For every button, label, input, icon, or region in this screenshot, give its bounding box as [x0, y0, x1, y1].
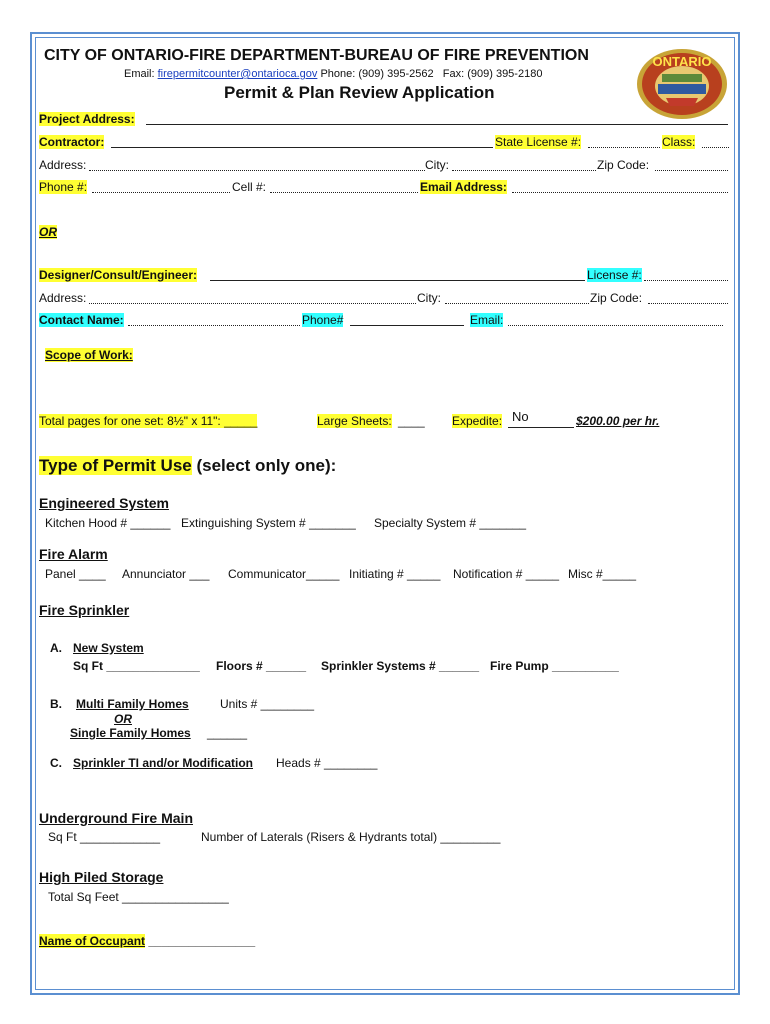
total-sqft-field[interactable]: Total Sq Feet ________________	[48, 890, 229, 904]
designer-address-label: Address:	[39, 291, 87, 305]
city-label: City:	[425, 158, 449, 172]
email-link[interactable]: firepermitcounter@ontarioca.gov	[157, 68, 318, 80]
permit-type-heading-highlight: Type of Permit Use	[39, 456, 192, 475]
designer-license-label: License #:	[587, 268, 642, 282]
laterals-field[interactable]: Number of Laterals (Risers & Hydrants total) _________	[201, 830, 501, 844]
page-border-inner	[35, 37, 735, 990]
option-c-letter: C.	[50, 756, 62, 770]
contractor-label: Contractor:	[39, 135, 105, 149]
cell-label: Cell #:	[232, 180, 267, 194]
total-pages-label	[39, 414, 257, 428]
multi-family-label: Multi Family Homes	[76, 697, 189, 711]
designer-label: Designer/Consult/Engineer:	[39, 268, 198, 282]
address-field[interactable]	[89, 170, 425, 171]
option-a-letter: A.	[50, 641, 62, 655]
option-b-or-label: OR	[114, 712, 132, 726]
panel-field[interactable]: Panel ____	[45, 567, 106, 581]
expedite-value[interactable]: No	[512, 409, 529, 424]
expedite-underline	[508, 427, 574, 428]
svg-text:ONTARIO: ONTARIO	[652, 54, 712, 69]
designer-address-field[interactable]	[89, 303, 416, 304]
state-license-field[interactable]	[588, 147, 660, 148]
floors-field[interactable]: Floors # ______	[216, 659, 307, 673]
underground-sqft-field[interactable]: Sq Ft ____________	[48, 830, 161, 844]
expedite-rate: $200.00 per hr.	[576, 414, 660, 428]
contact-line	[124, 68, 542, 80]
project-address-label: Project Address:	[39, 112, 135, 126]
fire-sprinkler-heading: Fire Sprinkler	[39, 602, 130, 618]
units-field[interactable]: Units # ________	[220, 697, 315, 711]
email-address-field[interactable]	[512, 192, 728, 193]
class-label: Class:	[662, 135, 696, 149]
misc-field[interactable]: Misc #_____	[568, 567, 637, 581]
fire-department-seal-icon	[636, 48, 728, 120]
underground-heading: Underground Fire Main	[39, 810, 193, 826]
form-subtitle: Permit & Plan Review Application	[224, 83, 495, 102]
occupant-label: Name of Occupant	[39, 934, 146, 948]
designer-city-label: City:	[417, 291, 441, 305]
class-field[interactable]	[702, 147, 729, 148]
communicator-field[interactable]: Communicator_____	[228, 567, 340, 581]
email-label: Email:	[124, 68, 155, 80]
letter-size-text: 8½" x 11": _____	[167, 414, 258, 428]
fax-text: Fax: (909) 395-2180	[442, 68, 543, 80]
email-address-label: Email Address:	[420, 180, 507, 194]
designer-zip-label: Zip Code:	[590, 291, 643, 305]
total-pages-text: Total pages for one set:	[39, 414, 164, 428]
expedite-label: Expedite:	[452, 414, 503, 428]
fire-pump-field[interactable]: Fire Pump __________	[490, 659, 619, 673]
designer-phone-label: Phone#	[302, 313, 344, 327]
large-sheets-field[interactable]: ____	[398, 414, 425, 428]
extinguishing-system-field[interactable]: Extinguishing System # _______	[181, 516, 356, 530]
phone-text: Phone: (909) 395-2562	[320, 68, 434, 80]
phone-label: Phone #:	[39, 180, 88, 194]
new-system-label: New System	[73, 641, 144, 655]
or-label: OR	[39, 225, 57, 239]
fire-alarm-heading: Fire Alarm	[39, 546, 108, 562]
cell-field[interactable]	[270, 192, 418, 193]
address-label: Address:	[39, 158, 87, 172]
scope-of-work-label: Scope of Work:	[45, 348, 133, 362]
phone-field[interactable]	[92, 192, 230, 193]
contractor-field[interactable]	[111, 147, 493, 148]
contact-name-label: Contact Name:	[39, 313, 124, 327]
designer-license-field[interactable]	[644, 280, 728, 281]
zip-field[interactable]	[655, 170, 728, 171]
annunciator-field[interactable]: Annunciator ___	[122, 567, 210, 581]
designer-phone-field[interactable]	[350, 325, 464, 326]
heads-field[interactable]: Heads # ________	[276, 756, 378, 770]
engineered-system-heading: Engineered System	[39, 495, 169, 511]
sprinkler-systems-field[interactable]: Sprinkler Systems # ______	[321, 659, 480, 673]
sprinkler-sqft-field[interactable]: Sq Ft ______________	[73, 659, 200, 673]
sprinkler-ti-label: Sprinkler TI and/or Modification	[73, 756, 254, 770]
contact-name-field[interactable]	[128, 325, 300, 326]
state-license-label: State License #:	[495, 135, 582, 149]
kitchen-hood-field[interactable]: Kitchen Hood # ______	[45, 516, 171, 530]
designer-city-field[interactable]	[445, 303, 589, 304]
single-family-field[interactable]: ______	[207, 726, 248, 740]
permit-type-heading	[39, 456, 336, 476]
designer-email-label: Email:	[470, 313, 504, 327]
specialty-system-field[interactable]: Specialty System # _______	[374, 516, 527, 530]
initiating-field[interactable]: Initiating # _____	[349, 567, 441, 581]
city-field[interactable]	[452, 170, 596, 171]
permit-type-heading-rest: (select only one):	[196, 456, 337, 475]
notification-field[interactable]: Notification # _____	[453, 567, 560, 581]
single-family-label: Single Family Homes	[70, 726, 191, 740]
high-piled-heading: High Piled Storage	[39, 869, 164, 885]
designer-email-field[interactable]	[508, 325, 723, 326]
form-title: CITY OF ONTARIO-FIRE DEPARTMENT-BUREAU OF FIRE PREVENTION	[44, 47, 589, 64]
project-address-field[interactable]	[146, 124, 728, 125]
large-sheets-label: Large Sheets:	[317, 414, 392, 428]
designer-zip-field[interactable]	[648, 303, 728, 304]
designer-field[interactable]	[210, 280, 585, 281]
zip-label: Zip Code:	[597, 158, 650, 172]
option-b-letter: B.	[50, 697, 62, 711]
occupant-field[interactable]: ________________	[148, 934, 256, 948]
occupant-row	[39, 934, 255, 948]
